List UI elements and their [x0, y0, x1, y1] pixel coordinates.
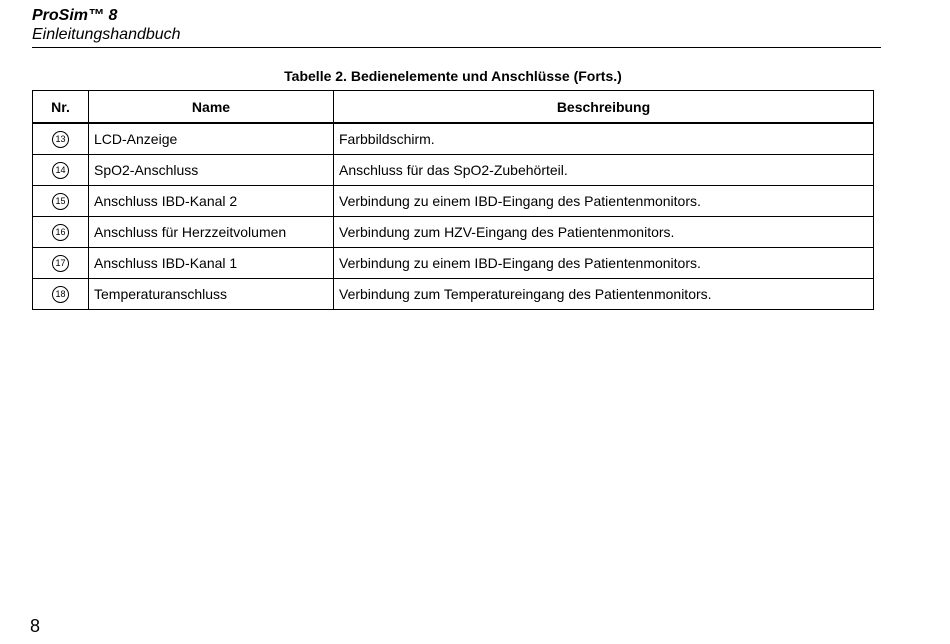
product-name: ProSim™ 8 — [32, 7, 118, 24]
manual-title: Einleitungshandbuch — [32, 26, 181, 43]
page-header — [32, 6, 881, 44]
table-row — [33, 123, 874, 155]
table-row — [33, 248, 874, 279]
column-header-name: Name — [89, 91, 334, 124]
table-row — [33, 186, 874, 217]
row-description-cell: Verbindung zum Temperatureingang des Patientenmonitors. — [334, 279, 874, 310]
header-rule — [32, 47, 881, 48]
row-number-cell — [33, 186, 89, 217]
row-number-cell — [33, 217, 89, 248]
table-row — [33, 279, 874, 310]
controls-table — [32, 90, 874, 310]
row-name-cell: SpO2-Anschluss — [89, 155, 334, 186]
circled-number: 17 — [52, 255, 69, 272]
circled-number: 14 — [52, 162, 69, 179]
table-header-row — [33, 91, 874, 124]
table-caption: Tabelle 2. Bedienelemente und Anschlüsse (Forts.) — [284, 68, 622, 84]
row-number-cell — [33, 155, 89, 186]
row-description-cell: Farbbildschirm. — [334, 123, 874, 155]
row-number-cell — [33, 279, 89, 310]
row-description-cell: Anschluss für das SpO2-Zubehörteil. — [334, 155, 874, 186]
row-name-cell: Anschluss IBD-Kanal 2 — [89, 186, 334, 217]
row-name-cell: Anschluss IBD-Kanal 1 — [89, 248, 334, 279]
circled-number: 15 — [52, 193, 69, 210]
circled-number: 18 — [52, 286, 69, 303]
page-number: 8 — [30, 616, 41, 636]
row-name-cell: LCD-Anzeige — [89, 123, 334, 155]
column-header-description: Beschreibung — [334, 91, 874, 124]
row-description-cell: Verbindung zu einem IBD-Eingang des Patientenmonitors. — [334, 248, 874, 279]
table-row — [33, 217, 874, 248]
row-description-cell: Verbindung zum HZV-Eingang des Patientenmonitors. — [334, 217, 874, 248]
column-header-nr: Nr. — [33, 91, 89, 124]
row-number-cell — [33, 123, 89, 155]
table-row — [33, 155, 874, 186]
row-name-cell: Temperaturanschluss — [89, 279, 334, 310]
row-number-cell — [33, 248, 89, 279]
circled-number: 13 — [52, 131, 69, 148]
row-name-cell: Anschluss für Herzzeitvolumen — [89, 217, 334, 248]
row-description-cell: Verbindung zu einem IBD-Eingang des Patientenmonitors. — [334, 186, 874, 217]
circled-number: 16 — [52, 224, 69, 241]
